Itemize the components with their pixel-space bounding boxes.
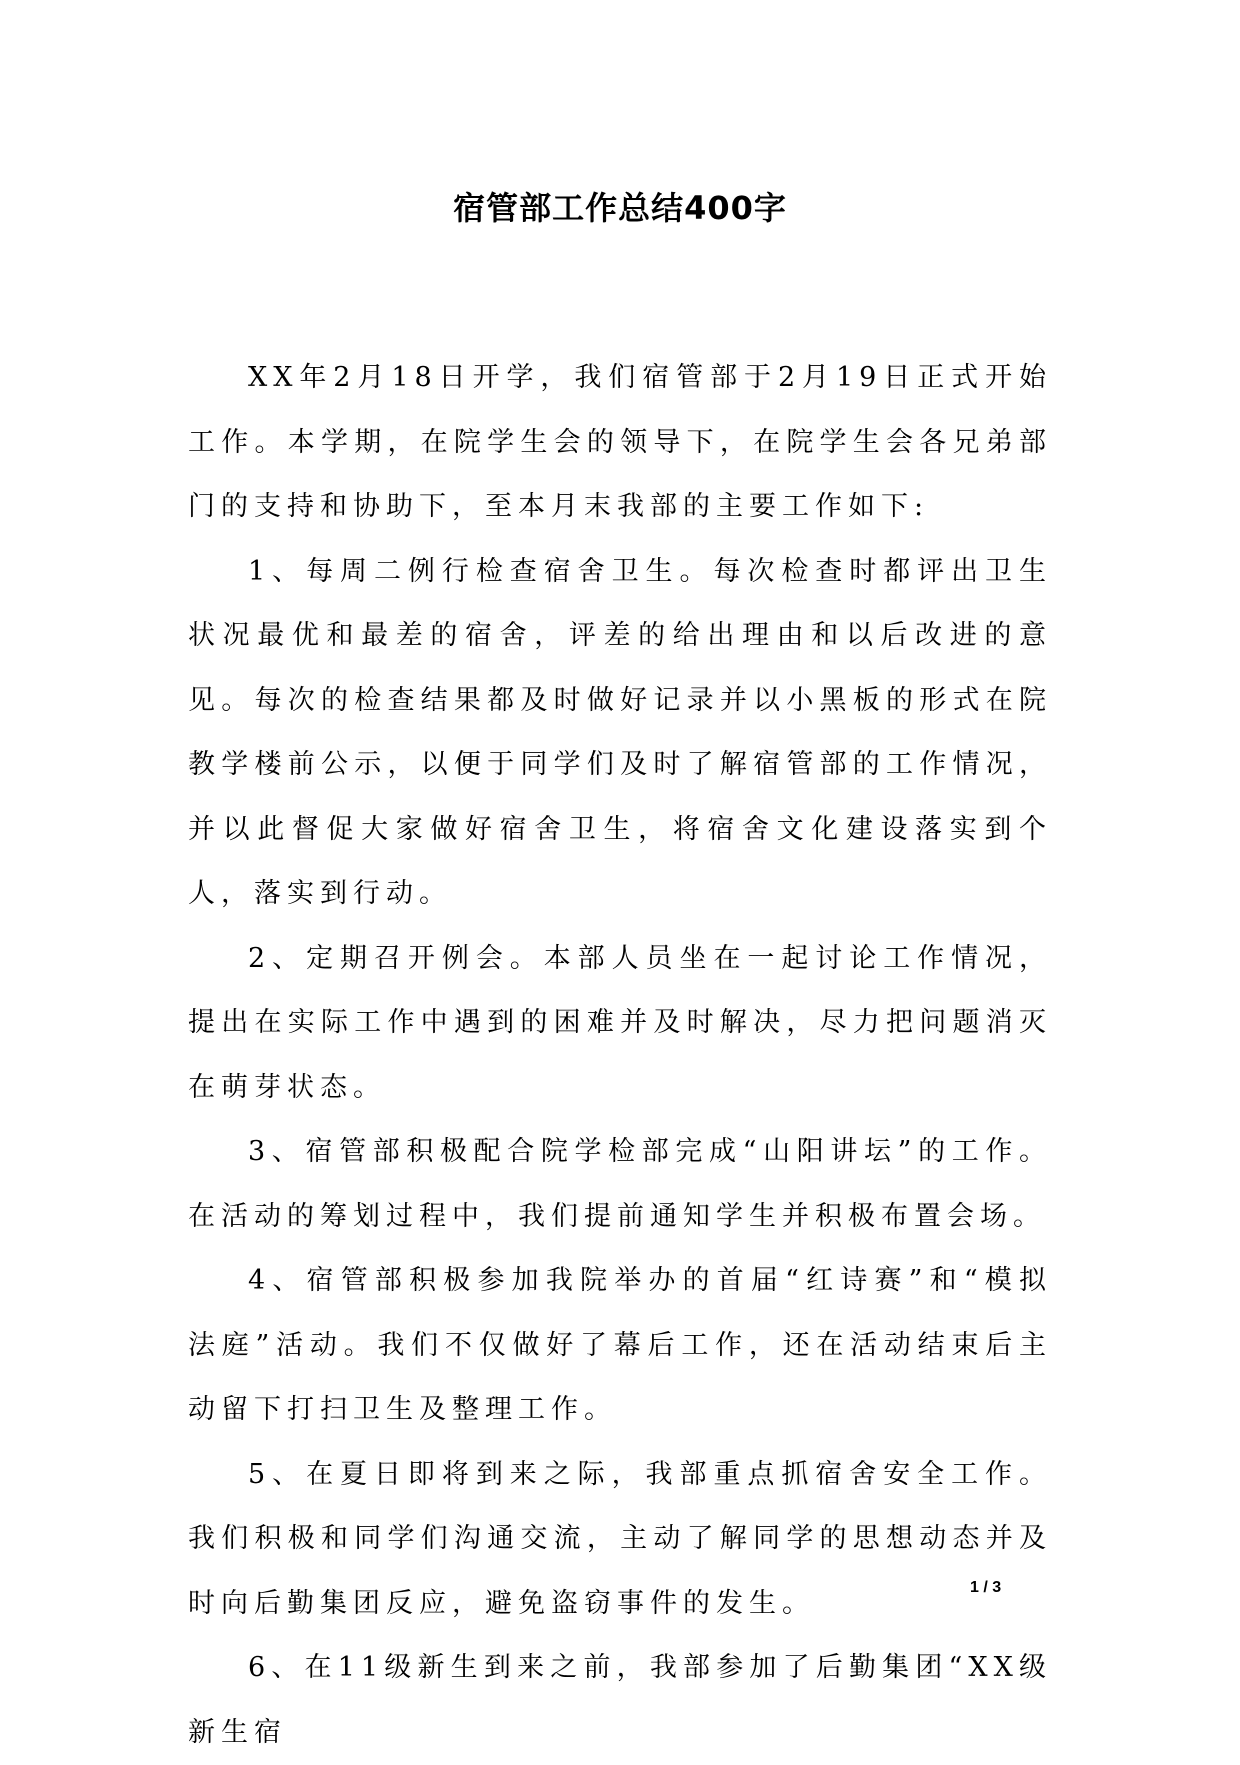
paragraph-item-5: 5、在夏日即将到来之际，我部重点抓宿舍安全工作。我们积极和同学们沟通交流，主动了解同学的思想动态并及时向后勤集团反应，避免盗窃事件的发生。 — [188, 1458, 1052, 1619]
paragraph-item-1: 1、每周二例行检查宿舍卫生。每次检查时都评出卫生状况最优和最差的宿舍，评差的给出理由和以后改进的意见。每次的检查结果都及时做好记录并以小黑板的形式在院教学楼前公示，以便于同学们及时了解宿管部的工作情况，并以此督促大家做好宿舍卫生，将宿舍文化建设落实到个人，落实到行动。 — [188, 555, 1052, 909]
page-number: 1 / 3 — [970, 1579, 1002, 1596]
paragraph-item-4: 4、宿管部积极参加我院举办的首届“红诗赛”和“模拟法庭”活动。我们不仅做好了幕后工作，还在活动结束后主动留下打扫卫生及整理工作。 — [188, 1265, 1052, 1425]
paragraph-item-2: 2、定期召开例会。本部人员坐在一起讨论工作情况，提出在实际工作中遇到的困难并及时解决，尽力把问题消灭在萌芽状态。 — [188, 942, 1052, 1103]
document-body — [188, 346, 1052, 1765]
paragraph-intro: XX年2月18日开学，我们宿管部于2月19日正式开始工作。本学期，在院学生会的领导下，在院学生会各兄弟部门的支持和协助下，至本月末我部的主要工作如下: — [188, 362, 1052, 522]
document-title: 宿管部工作总结400字 — [453, 189, 787, 227]
paragraph-item-3: 3、宿管部积极配合院学检部完成“山阳讲坛”的工作。在活动的筹划过程中，我们提前通知学生并积极布置会场。 — [188, 1136, 1052, 1232]
paragraph-item-6: 6、在11级新生到来之前，我部参加了后勤集团“XX级新生宿 — [188, 1652, 1052, 1748]
